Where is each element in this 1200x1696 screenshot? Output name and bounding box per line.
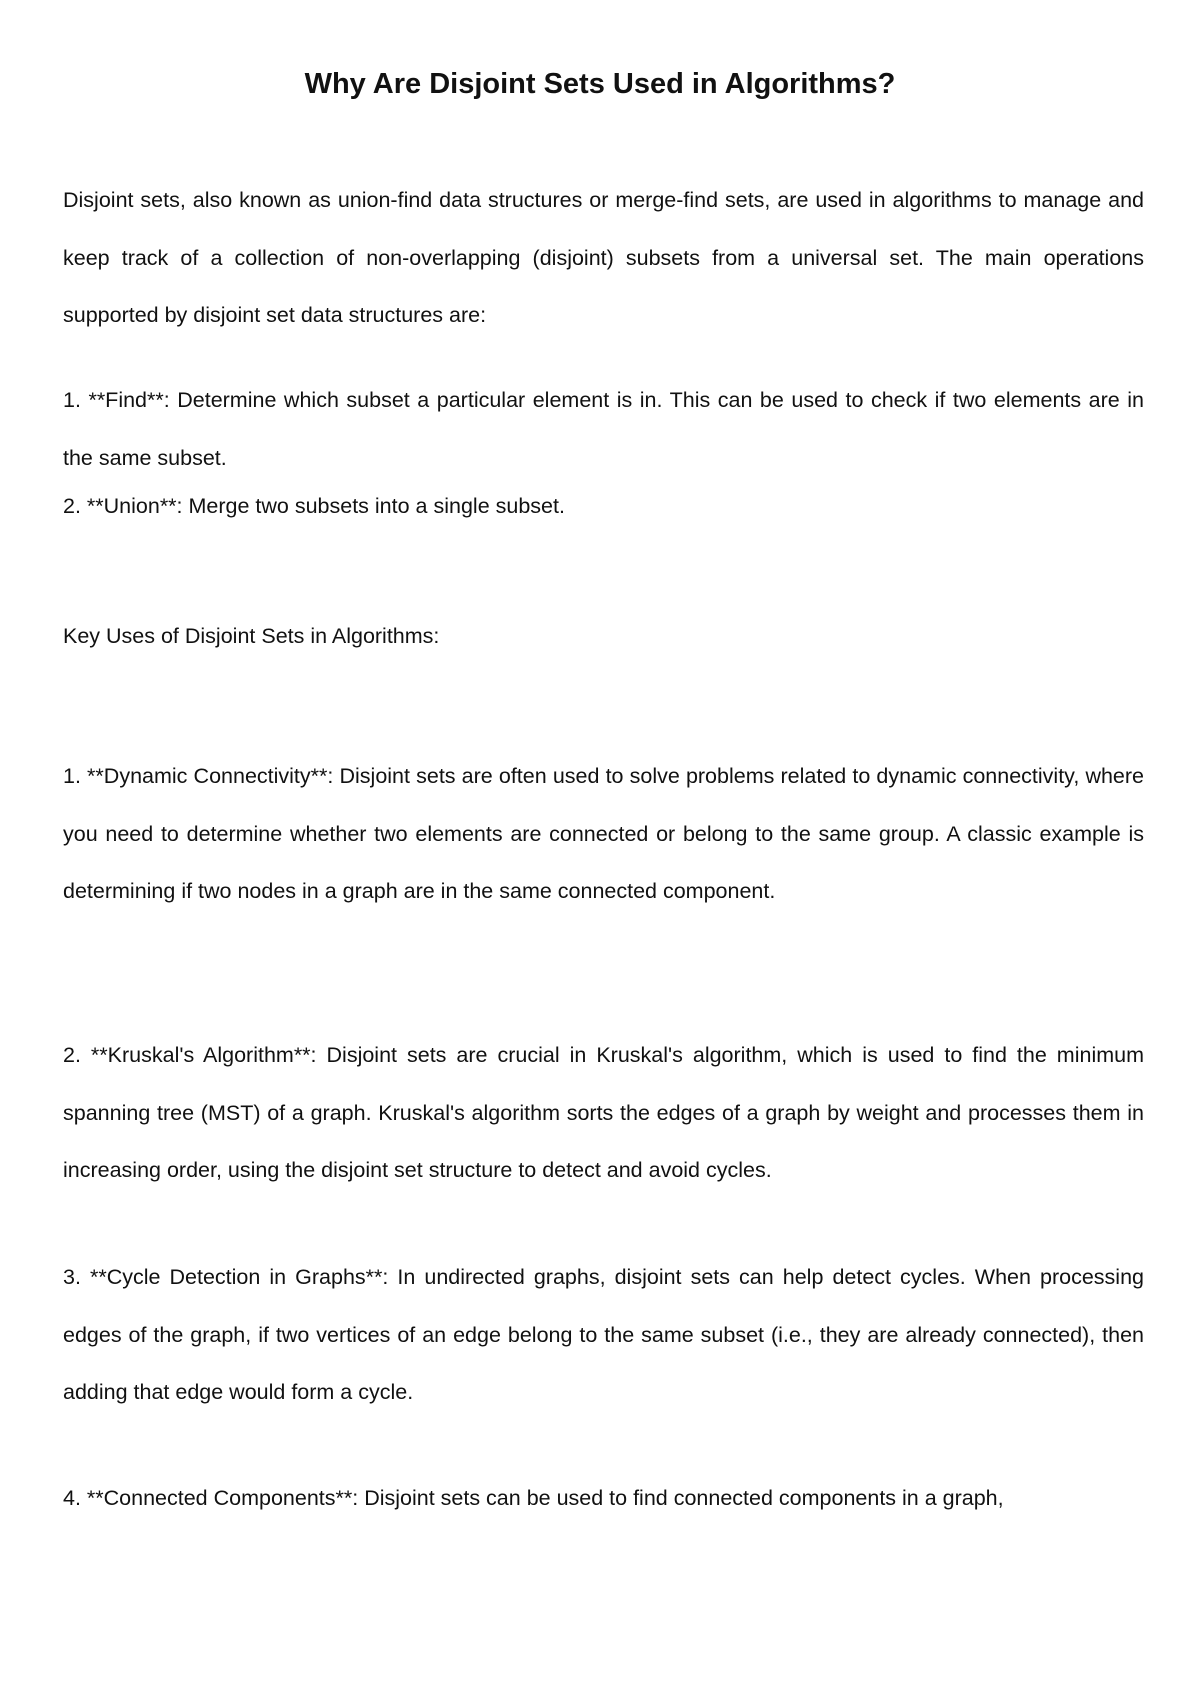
intro-paragraph: Disjoint sets, also known as union-find data structures or merge-find sets, are used in algorithms to manage and keep track of a collection of non-overlapping (disjoint) subsets from a universal set. The main operations supported by disjoint set data structures are: [63, 188, 1144, 327]
use-item-connected-components: 4. **Connected Components**: Disjoint sets can be used to find connected components in a graph, [63, 1486, 1004, 1510]
operation-item-union: 2. **Union**: Merge two subsets into a single subset. [63, 494, 565, 518]
use-item-kruskal: 2. **Kruskal's Algorithm**: Disjoint sets are crucial in Kruskal's algorithm, which is used to find the minimum spanning tree (MST) of a graph. Kruskal's algorithm sorts the edges of a graph by weight and processes them in increasing order, using the disjoint set structure to detect and avoid cycles. [63, 1043, 1144, 1182]
uses-heading: Key Uses of Disjoint Sets in Algorithms: [63, 624, 440, 648]
use-item-dynamic-connectivity: 1. **Dynamic Connectivity**: Disjoint sets are often used to solve problems related to dynamic connectivity, where you need to determine whether two elements are connected or belong to the same group. A classic example is determining if two nodes in a graph are in the same connected component. [63, 764, 1144, 903]
use-item-cycle-detection: 3. **Cycle Detection in Graphs**: In undirected graphs, disjoint sets can help detect cycles. When processing edges of the graph, if two vertices of an edge belong to the same subset (i.e., they are already connected), then adding that edge would form a cycle. [63, 1265, 1144, 1404]
operation-item-find: 1. **Find**: Determine which subset a particular element is in. This can be used to check if two elements are in the same subset. [63, 388, 1144, 470]
page-title: Why Are Disjoint Sets Used in Algorithms? [304, 68, 896, 100]
